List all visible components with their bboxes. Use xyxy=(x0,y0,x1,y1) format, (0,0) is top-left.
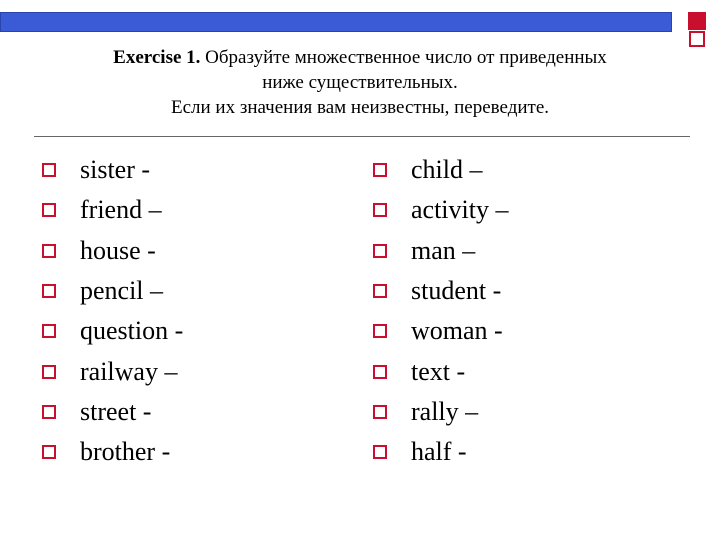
word-text: student - xyxy=(411,276,502,306)
list-item xyxy=(42,311,183,351)
left-word-list xyxy=(42,150,183,472)
word-text: house - xyxy=(80,235,156,265)
word-text: text - xyxy=(411,356,466,386)
corner-square-filled xyxy=(688,12,706,30)
list-item xyxy=(373,432,508,472)
list-item xyxy=(42,351,183,391)
square-bullet-icon xyxy=(42,405,56,419)
square-bullet-icon xyxy=(42,445,56,459)
right-word-list xyxy=(373,150,508,472)
list-item xyxy=(42,190,183,230)
exercise-title xyxy=(30,45,690,120)
square-bullet-icon xyxy=(373,365,387,379)
square-bullet-icon xyxy=(42,365,56,379)
title-divider xyxy=(34,136,690,137)
square-bullet-icon xyxy=(373,284,387,298)
corner-square-outline xyxy=(689,31,705,47)
square-bullet-icon xyxy=(42,284,56,298)
list-item xyxy=(373,271,508,311)
word-text: child – xyxy=(411,155,483,185)
title-line-1 xyxy=(30,45,690,70)
word-text: half - xyxy=(411,437,467,467)
word-text: sister - xyxy=(80,155,151,185)
square-bullet-icon xyxy=(42,324,56,338)
list-item xyxy=(42,432,183,472)
list-item xyxy=(373,190,508,230)
square-bullet-icon xyxy=(42,203,56,217)
square-bullet-icon xyxy=(373,445,387,459)
instruction-line-1: Образуйте множественное число от приведенных xyxy=(205,47,607,68)
list-item xyxy=(42,271,183,311)
word-text: woman - xyxy=(411,316,503,346)
instruction-line-3: Если их значения вам неизвестны, переведите. xyxy=(170,97,550,118)
word-text: friend – xyxy=(80,195,162,225)
word-text: rally – xyxy=(411,396,479,426)
word-text: street - xyxy=(80,396,152,426)
square-bullet-icon xyxy=(42,244,56,258)
square-bullet-icon xyxy=(373,244,387,258)
instruction-line-2: ниже существительных. xyxy=(262,72,458,93)
square-bullet-icon xyxy=(373,324,387,338)
list-item xyxy=(373,150,508,190)
list-item xyxy=(42,231,183,271)
word-text: man – xyxy=(411,235,476,265)
slide-top-bar xyxy=(0,12,672,32)
list-item xyxy=(373,392,508,432)
square-bullet-icon xyxy=(373,163,387,177)
list-item xyxy=(373,311,508,351)
word-text: question - xyxy=(80,316,184,346)
square-bullet-icon xyxy=(373,203,387,217)
square-bullet-icon xyxy=(42,163,56,177)
word-text: pencil – xyxy=(80,276,164,306)
word-text: brother - xyxy=(80,437,171,467)
list-item xyxy=(373,231,508,271)
list-item xyxy=(42,392,183,432)
list-item xyxy=(42,150,183,190)
square-bullet-icon xyxy=(373,405,387,419)
exercise-label: Exercise 1. xyxy=(113,47,201,68)
word-text: railway – xyxy=(80,356,178,386)
word-text: activity – xyxy=(411,195,509,225)
list-item xyxy=(373,351,508,391)
